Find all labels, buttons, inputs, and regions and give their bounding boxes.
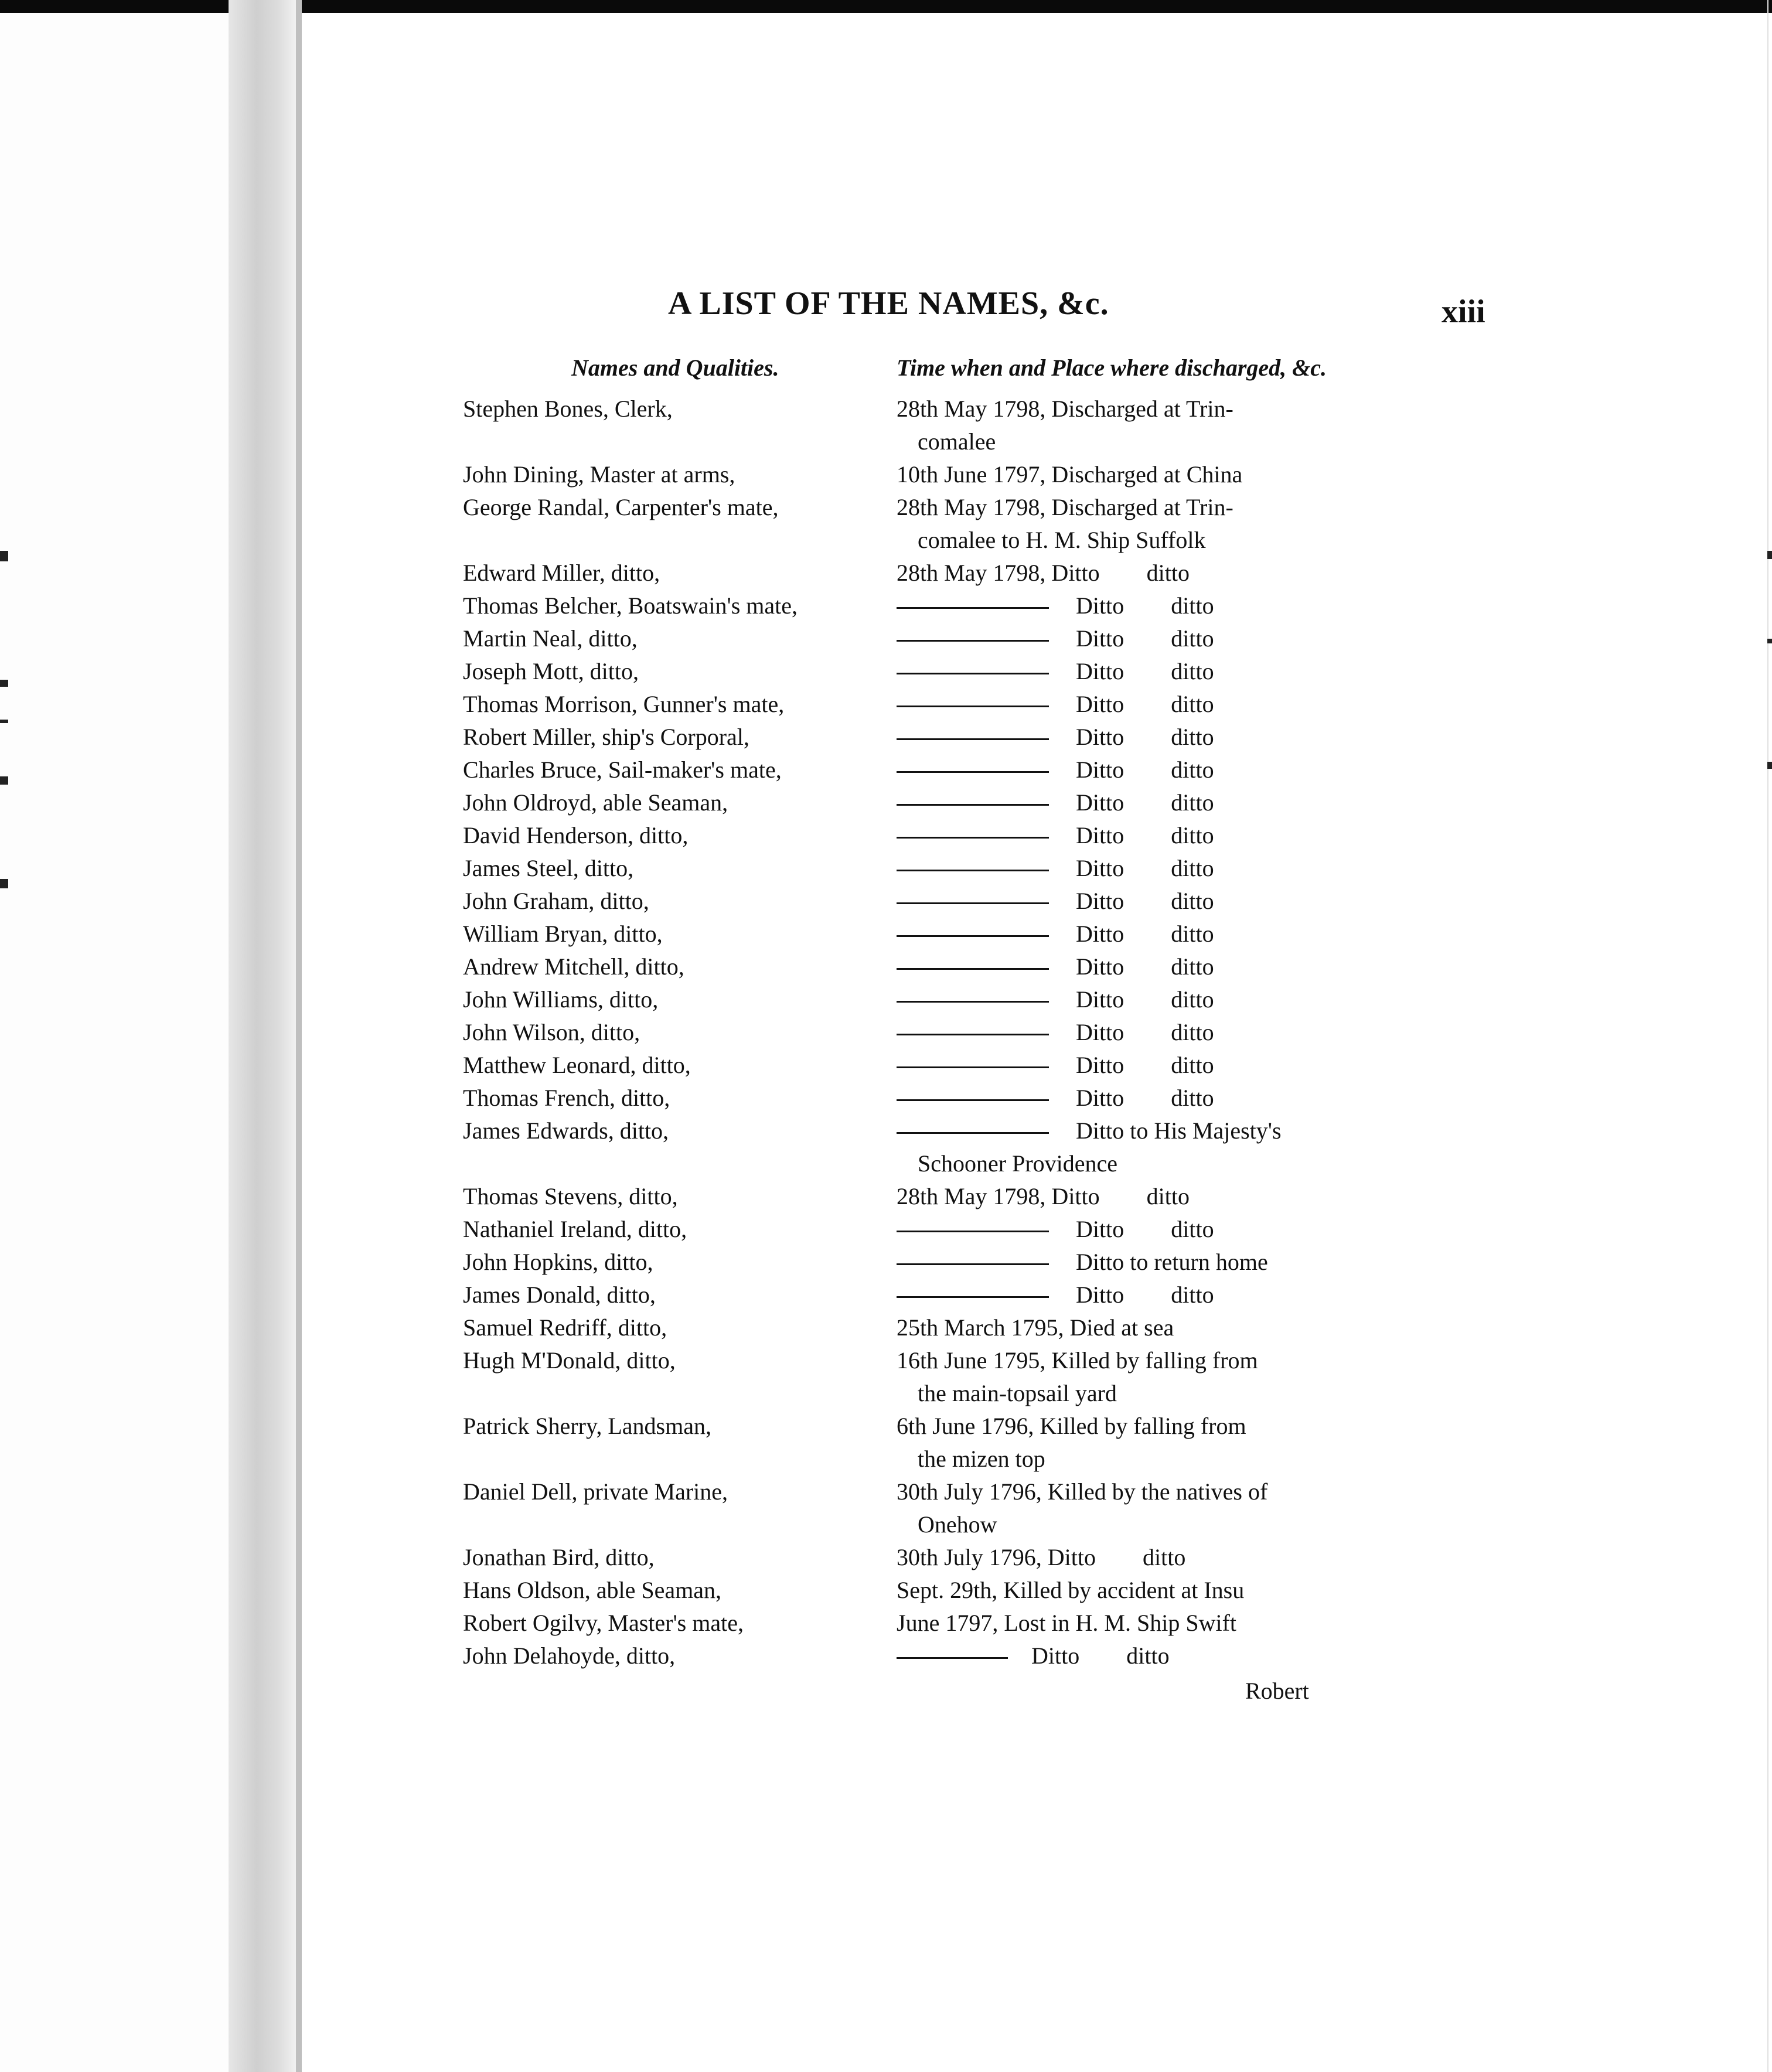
list-item xyxy=(0,885,1772,918)
ditto-dash xyxy=(897,1263,1049,1265)
entry-name: Martin Neal, ditto, xyxy=(463,625,638,652)
entry-name: Daniel Dell, private Marine, xyxy=(463,1478,728,1505)
entry-name: Thomas Morrison, Gunner's mate, xyxy=(463,691,785,717)
entry-discharge xyxy=(897,1640,1336,1672)
list-item xyxy=(0,458,1772,491)
discharge-text: Ditto xyxy=(1076,1085,1124,1111)
ditto-dash xyxy=(897,738,1049,740)
list-item xyxy=(0,1049,1772,1082)
ditto-mark: ditto xyxy=(1171,855,1214,881)
ditto-mark: ditto xyxy=(1171,756,1214,783)
entry-name: John Dining, Master at arms, xyxy=(463,461,735,488)
list-item xyxy=(0,819,1772,852)
discharge-text: Ditto to return home xyxy=(1076,1249,1268,1275)
entry-discharge xyxy=(897,557,1336,589)
entry-discharge xyxy=(897,786,1336,819)
discharge-text: Ditto xyxy=(1076,789,1124,816)
entry-name: Andrew Mitchell, ditto, xyxy=(463,953,684,980)
ditto-dash xyxy=(897,968,1049,970)
ditto-mark: ditto xyxy=(1171,822,1214,848)
entry-discharge xyxy=(897,1574,1336,1607)
discharge-text: Ditto xyxy=(1076,724,1124,750)
list-item xyxy=(0,393,1772,458)
ditto-dash xyxy=(897,870,1049,871)
entry-name: Patrick Sherry, Landsman, xyxy=(463,1413,711,1439)
entry-name: Hans Oldson, able Seaman, xyxy=(463,1577,722,1603)
entry-discharge xyxy=(897,1607,1336,1640)
discharge-text: 28th May 1798, Discharged at Trin- xyxy=(897,396,1233,422)
entry-name: Hugh M'Donald, ditto, xyxy=(463,1347,676,1374)
ditto-dash xyxy=(897,1099,1049,1101)
entry-discharge xyxy=(897,1311,1336,1344)
discharge-text: 28th May 1798, Ditto xyxy=(897,1183,1100,1209)
entry-discharge xyxy=(897,1180,1336,1213)
discharge-text: Ditto xyxy=(1076,953,1124,980)
ditto-mark: ditto xyxy=(1171,888,1214,914)
entry-discharge xyxy=(897,1541,1336,1574)
ditto-mark: ditto xyxy=(1171,1216,1214,1242)
entry-discharge xyxy=(897,1246,1336,1279)
column-header-discharge: Time when and Place where discharged, &c. xyxy=(897,355,1327,381)
ditto-dash xyxy=(897,1296,1049,1298)
discharge-continuation: comalee to H. M. Ship Suffolk xyxy=(918,527,1206,553)
entry-name: David Henderson, ditto, xyxy=(463,822,689,848)
entry-name: Thomas Stevens, ditto, xyxy=(463,1183,678,1209)
list-item xyxy=(0,655,1772,688)
entry-discharge xyxy=(897,458,1336,491)
entry-name: James Edwards, ditto, xyxy=(463,1117,669,1144)
list-item xyxy=(0,1246,1772,1279)
ditto-dash xyxy=(897,935,1049,937)
discharge-text: 6th June 1796, Killed by falling from xyxy=(897,1413,1246,1439)
list-item xyxy=(0,1541,1772,1574)
entry-discharge xyxy=(897,1082,1336,1115)
entry-name: Joseph Mott, ditto, xyxy=(463,658,639,684)
ditto-mark: ditto xyxy=(1171,953,1214,980)
entry-name: John Graham, ditto, xyxy=(463,888,649,914)
discharge-text: Ditto xyxy=(1076,625,1124,652)
page-title: A LIST OF THE NAMES, &c. xyxy=(668,285,1109,322)
entry-name: Jonathan Bird, ditto, xyxy=(463,1544,655,1570)
entry-name: John Hopkins, ditto, xyxy=(463,1249,653,1275)
ditto-mark: ditto xyxy=(1126,1642,1170,1669)
list-item xyxy=(0,1016,1772,1049)
ditto-mark: ditto xyxy=(1171,592,1214,619)
ditto-dash xyxy=(897,673,1049,674)
discharge-continuation: Onehow xyxy=(918,1511,997,1538)
discharge-text: Ditto xyxy=(1076,1019,1124,1045)
discharge-text: 30th July 1796, Killed by the natives of xyxy=(897,1478,1268,1505)
entry-discharge xyxy=(897,688,1336,721)
discharge-text: Ditto xyxy=(1031,1642,1080,1669)
list-item xyxy=(0,950,1772,983)
entry-discharge xyxy=(897,852,1336,885)
entry-name: Charles Bruce, Sail-maker's mate, xyxy=(463,756,782,783)
entry-discharge xyxy=(897,754,1336,786)
discharge-text: 28th May 1798, Ditto xyxy=(897,560,1100,586)
ditto-mark: ditto xyxy=(1146,560,1190,586)
list-item xyxy=(0,589,1772,622)
entry-discharge xyxy=(897,885,1336,918)
list-item xyxy=(0,491,1772,557)
ditto-dash xyxy=(897,902,1049,904)
list-item xyxy=(0,1311,1772,1344)
ditto-mark: ditto xyxy=(1171,658,1214,684)
list-item xyxy=(0,1607,1772,1640)
entry-name: John Delahoyde, ditto, xyxy=(463,1642,676,1669)
list-item xyxy=(0,721,1772,754)
entry-name: Thomas French, ditto, xyxy=(463,1085,670,1111)
discharge-continuation: the mizen top xyxy=(918,1446,1045,1472)
entry-name: Thomas Belcher, Boatswain's mate, xyxy=(463,592,798,619)
entry-discharge xyxy=(897,721,1336,754)
discharge-text: Ditto xyxy=(1076,986,1124,1013)
entry-discharge xyxy=(897,1115,1336,1180)
entry-discharge xyxy=(897,1475,1336,1541)
entry-discharge xyxy=(897,1410,1336,1475)
list-item xyxy=(0,1082,1772,1115)
list-item xyxy=(0,983,1772,1016)
entry-list xyxy=(0,393,1772,1672)
entry-discharge xyxy=(897,1279,1336,1311)
entry-discharge xyxy=(897,655,1336,688)
list-item xyxy=(0,1279,1772,1311)
discharge-text: 25th March 1795, Died at sea xyxy=(897,1314,1174,1341)
entry-name: William Bryan, ditto, xyxy=(463,921,663,947)
entry-name: Samuel Redriff, ditto, xyxy=(463,1314,667,1341)
entry-discharge xyxy=(897,622,1336,655)
entry-name: Edward Miller, ditto, xyxy=(463,560,660,586)
list-item xyxy=(0,688,1772,721)
ditto-dash xyxy=(897,1231,1049,1232)
entry-name: John Williams, ditto, xyxy=(463,986,659,1013)
discharge-text: 10th June 1797, Discharged at China xyxy=(897,461,1243,488)
ditto-dash xyxy=(897,1001,1049,1003)
entry-discharge xyxy=(897,1016,1336,1049)
list-item xyxy=(0,1180,1772,1213)
ditto-dash xyxy=(897,1657,1008,1659)
ditto-mark: ditto xyxy=(1171,986,1214,1013)
ditto-mark: ditto xyxy=(1171,1282,1214,1308)
list-item xyxy=(0,1640,1772,1672)
list-item xyxy=(0,557,1772,589)
entry-name: Matthew Leonard, ditto, xyxy=(463,1052,691,1078)
ditto-dash xyxy=(897,1034,1049,1035)
column-header-names: Names and Qualities. xyxy=(571,355,779,381)
discharge-text: 16th June 1795, Killed by falling from xyxy=(897,1347,1258,1374)
list-item xyxy=(0,622,1772,655)
entry-discharge xyxy=(897,918,1336,950)
discharge-text: Ditto xyxy=(1076,756,1124,783)
list-item xyxy=(0,1213,1772,1246)
ditto-mark: ditto xyxy=(1171,691,1214,717)
entry-name: Stephen Bones, Clerk, xyxy=(463,396,673,422)
ditto-mark: ditto xyxy=(1171,1052,1214,1078)
entry-name: George Randal, Carpenter's mate, xyxy=(463,494,779,520)
ditto-dash xyxy=(897,640,1049,642)
ditto-dash xyxy=(897,1066,1049,1068)
ditto-mark: ditto xyxy=(1171,1019,1214,1045)
entry-name: John Oldroyd, able Seaman, xyxy=(463,789,728,816)
ditto-mark: ditto xyxy=(1171,724,1214,750)
ditto-mark: ditto xyxy=(1143,1544,1186,1570)
list-item xyxy=(0,1115,1772,1180)
discharge-text: Ditto xyxy=(1076,921,1124,947)
entry-discharge xyxy=(897,819,1336,852)
discharge-continuation: the main-topsail yard xyxy=(918,1380,1117,1406)
list-item xyxy=(0,852,1772,885)
discharge-text: Ditto xyxy=(1076,592,1124,619)
discharge-text: Ditto xyxy=(1076,691,1124,717)
ditto-dash xyxy=(897,1132,1049,1134)
ditto-dash xyxy=(897,771,1049,773)
discharge-text: Ditto to His Majesty's xyxy=(1076,1117,1282,1144)
entry-name: James Donald, ditto, xyxy=(463,1282,656,1308)
ditto-mark: ditto xyxy=(1171,625,1214,652)
entry-name: Robert Miller, ship's Corporal, xyxy=(463,724,749,750)
entry-name: James Steel, ditto, xyxy=(463,855,634,881)
list-item xyxy=(0,754,1772,786)
ditto-mark: ditto xyxy=(1171,1085,1214,1111)
ditto-dash xyxy=(897,804,1049,806)
entry-name: John Wilson, ditto, xyxy=(463,1019,640,1045)
ditto-dash xyxy=(897,607,1049,609)
entry-discharge xyxy=(897,1049,1336,1082)
list-item xyxy=(0,1410,1772,1475)
discharge-text: Ditto xyxy=(1076,658,1124,684)
discharge-text: Ditto xyxy=(1076,888,1124,914)
list-item xyxy=(0,918,1772,950)
catchword: Robert xyxy=(1245,1678,1309,1704)
ditto-mark: ditto xyxy=(1171,789,1214,816)
discharge-text: Ditto xyxy=(1076,1216,1124,1242)
ditto-dash xyxy=(897,837,1049,839)
entry-discharge xyxy=(897,491,1336,557)
discharge-continuation: Schooner Providence xyxy=(918,1150,1118,1177)
list-item xyxy=(0,1475,1772,1541)
entry-discharge xyxy=(897,1344,1336,1410)
ditto-dash xyxy=(897,706,1049,707)
discharge-text: Ditto xyxy=(1076,822,1124,848)
entry-discharge xyxy=(897,983,1336,1016)
entry-discharge xyxy=(897,1213,1336,1246)
entry-discharge xyxy=(897,393,1336,458)
discharge-text: 28th May 1798, Discharged at Trin- xyxy=(897,494,1233,520)
discharge-text: Ditto xyxy=(1076,1282,1124,1308)
list-item xyxy=(0,1574,1772,1607)
entry-discharge xyxy=(897,589,1336,622)
discharge-text: Sept. 29th, Killed by accident at Insu xyxy=(897,1577,1245,1603)
discharge-text: Ditto xyxy=(1076,1052,1124,1078)
ditto-mark: ditto xyxy=(1146,1183,1190,1209)
discharge-text: Ditto xyxy=(1076,855,1124,881)
discharge-text: 30th July 1796, Ditto xyxy=(897,1544,1096,1570)
discharge-continuation: comalee xyxy=(918,428,996,455)
list-item xyxy=(0,1344,1772,1410)
entry-discharge xyxy=(897,950,1336,983)
list-item xyxy=(0,786,1772,819)
ditto-mark: ditto xyxy=(1171,921,1214,947)
page-number: xiii xyxy=(1442,294,1485,330)
entry-name: Robert Ogilvy, Master's mate, xyxy=(463,1610,744,1636)
entry-name: Nathaniel Ireland, ditto, xyxy=(463,1216,687,1242)
discharge-text: June 1797, Lost in H. M. Ship Swift xyxy=(897,1610,1237,1636)
